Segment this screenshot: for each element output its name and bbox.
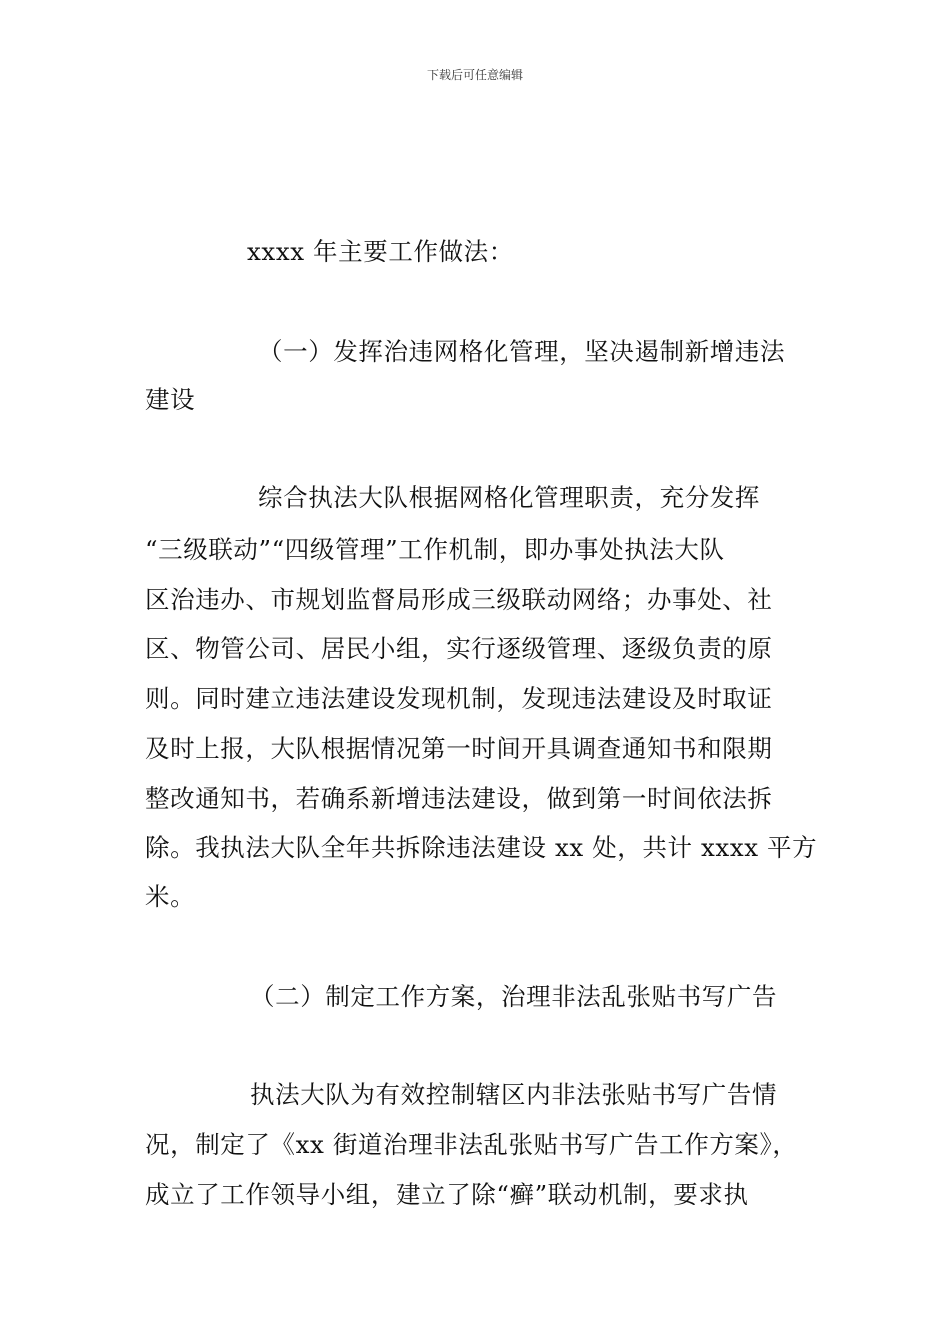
page-header: 下载后可任意编辑 — [426, 68, 523, 82]
paragraph-line: 况，制定了《xx 街道治理非法乱张贴书写广告工作方案》， — [145, 1130, 798, 1159]
paragraph-line: 整改通知书，若确系新增违法建设，做到第一时间依法拆 — [145, 784, 773, 813]
paragraph-line: 成立了工作领导小组，建立了除“癣”联动机制，要求执 — [145, 1180, 749, 1209]
paragraph-line: 米。 — [145, 882, 196, 911]
section1-title-cont: 建设 — [145, 385, 196, 414]
paragraph-line: 区治违办、市规划监督局形成三级联动网络；办事处、社 — [145, 585, 773, 614]
section1-title: （一）发挥治违网格化管理，坚决遏制新增违法 — [258, 337, 786, 366]
section2-title: （二）制定工作方案，治理非法乱张贴书写广告 — [250, 982, 778, 1011]
paragraph-line: “三级联动”“四级管理”工作机制，即办事处执法大队 — [145, 535, 725, 564]
paragraph-line: 执法大队为有效控制辖区内非法张贴书写广告情 — [250, 1080, 778, 1109]
paragraph-line: 除。我执法大队全年共拆除违法建设 xx 处，共计 xxxx 平方 — [145, 833, 818, 862]
main-heading: xxxx 年主要工作做法： — [247, 237, 514, 266]
paragraph-line: 则。同时建立违法建设发现机制，发现违法建设及时取证 — [145, 684, 773, 713]
paragraph-line: 及时上报，大队根据情况第一时间开具调查通知书和限期 — [145, 734, 773, 763]
paragraph-line: 区、物管公司、居民小组，实行逐级管理、逐级负责的原 — [145, 634, 773, 663]
paragraph-line: 综合执法大队根据网格化管理职责，充分发挥 — [258, 483, 760, 512]
